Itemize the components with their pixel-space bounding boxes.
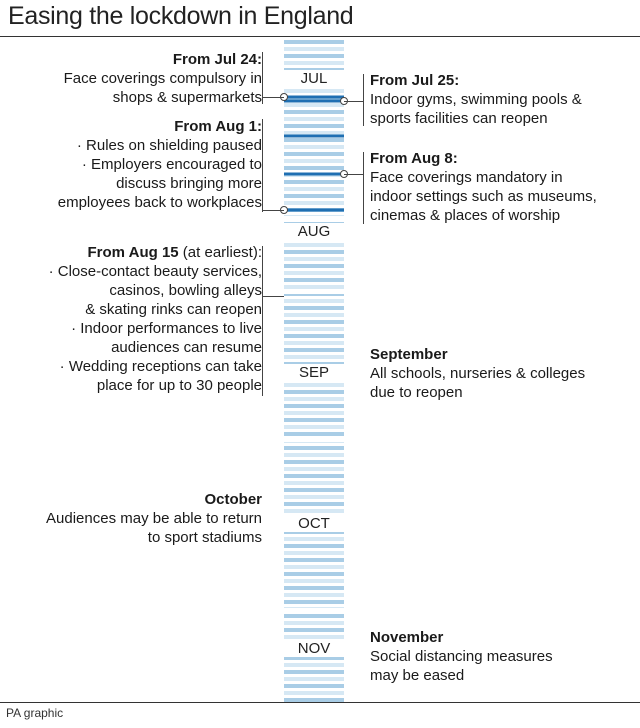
event-marker-line: [284, 173, 344, 176]
timeline-stripe: [284, 306, 344, 310]
timeline-stripe: [284, 40, 344, 44]
event-marker-line: [284, 96, 344, 99]
timeline-stripe: [284, 481, 344, 485]
timeline-stripe: [284, 691, 344, 695]
month-separator: [284, 438, 344, 442]
timeline-stripe: [284, 89, 344, 93]
event-aug1-line: · Employers encouraged to: [81, 156, 262, 173]
event-aug15-line: & skating rinks can reopen: [85, 301, 262, 318]
timeline-stripe: [284, 593, 344, 597]
event-aug1-line: · Rules on shielding paused: [76, 137, 262, 154]
month-label-jul: JUL: [284, 70, 344, 87]
timeline-stripe: [284, 166, 344, 170]
timeline-stripe: [284, 313, 344, 317]
timeline-stripe: [284, 684, 344, 688]
event-jul24: [64, 50, 262, 107]
month-label-oct: OCT: [284, 515, 344, 532]
event-marker-line: [284, 135, 344, 138]
timeline-stripe: [284, 299, 344, 303]
leader-jul25: [344, 101, 363, 102]
timeline-stripe: [284, 54, 344, 58]
timeline-stripe: [284, 264, 344, 268]
timeline-stripe: [284, 425, 344, 429]
event-aug8: [370, 149, 597, 225]
month-separator: [284, 608, 344, 612]
event-aug15-line: · Indoor performances to live: [71, 320, 262, 337]
timeline-stripe: [284, 404, 344, 408]
event-marker-line: [284, 209, 344, 212]
event-aug15-line: audiences can resume: [111, 339, 262, 356]
timeline-stripe: [284, 544, 344, 548]
timeline-stripe: [284, 453, 344, 457]
event-aug1: [58, 117, 262, 212]
event-aug8-line: Face coverings mandatory in: [370, 169, 563, 186]
timeline-stripe: [284, 628, 344, 632]
bracket-aug15: [262, 246, 263, 396]
timeline-stripe: [284, 411, 344, 415]
timeline-stripe: [284, 467, 344, 471]
leader-jul24: [262, 97, 284, 98]
timeline-stripe: [284, 187, 344, 191]
timeline-stripe: [284, 509, 344, 513]
footer-divider: [0, 702, 640, 703]
timeline-stripe: [284, 124, 344, 128]
timeline-stripe: [284, 355, 344, 359]
event-marker-line: [284, 100, 344, 103]
event-aug15-line: · Wedding receptions can take: [59, 358, 262, 375]
leader-aug15: [262, 296, 284, 297]
event-aug1-line: employees back to workplaces: [57, 194, 262, 211]
timeline-stripe: [284, 551, 344, 555]
bracket-aug8: [363, 152, 364, 224]
event-jul25-line: sports facilities can reopen: [370, 110, 548, 127]
timeline-stripe: [284, 586, 344, 590]
timeline-stripe: [284, 152, 344, 156]
timeline-stripe: [284, 271, 344, 275]
event-october-line: to sport stadiums: [147, 529, 262, 546]
timeline-stripe: [284, 677, 344, 681]
timeline-stripe: [284, 558, 344, 562]
timeline-stripe: [284, 250, 344, 254]
page-title: Easing the lockdown in England: [8, 2, 354, 30]
timeline-stripe: [284, 572, 344, 576]
timeline-stripe: [284, 502, 344, 506]
event-october: [46, 490, 262, 547]
timeline-stripe: [284, 117, 344, 121]
event-jul24-line: Face coverings compulsory in: [63, 70, 262, 87]
timeline-stripe: [284, 579, 344, 583]
event-november-line: Social distancing measures: [370, 648, 553, 665]
timeline-stripe: [284, 460, 344, 464]
timeline-stripe: [284, 390, 344, 394]
event-jul25: [370, 71, 582, 128]
bracket-jul25: [363, 74, 364, 126]
event-aug15-line: · Close-contact beauty services,: [48, 263, 262, 280]
timeline-stripe: [284, 61, 344, 65]
timeline-stripe: [284, 201, 344, 205]
leader-aug8: [344, 174, 363, 175]
timeline-stripe: [284, 418, 344, 422]
event-aug8-heading: From Aug 8:: [370, 150, 458, 167]
event-september: [370, 345, 585, 402]
event-aug8-line: cinemas & places of worship: [370, 207, 561, 224]
timeline-stripe: [284, 257, 344, 261]
timeline-stripe: [284, 446, 344, 450]
timeline-stripe: [284, 159, 344, 163]
event-october-heading: October: [204, 491, 262, 508]
timeline-stripe: [284, 432, 344, 436]
timeline-stripe: [284, 334, 344, 338]
month-separator: [284, 216, 344, 220]
event-jul25-line: Indoor gyms, swimming pools &: [370, 91, 582, 108]
timeline-stripe: [284, 537, 344, 541]
timeline-stripe: [284, 348, 344, 352]
timeline-stripe: [284, 474, 344, 478]
timeline-stripe: [284, 243, 344, 247]
month-label-nov: NOV: [284, 640, 344, 657]
timeline-stripe: [284, 614, 344, 618]
event-november-heading: November: [370, 629, 444, 646]
event-aug15: [49, 243, 262, 395]
event-jul24-line: shops & supermarkets: [112, 89, 262, 106]
timeline-stripe: [284, 565, 344, 569]
event-aug1-line: discuss bringing more: [116, 175, 262, 192]
timeline-stripe: [284, 327, 344, 331]
timeline-stripe: [284, 635, 344, 639]
timeline-stripe: [284, 285, 344, 289]
event-aug8-line: indoor settings such as museums,: [370, 188, 597, 205]
event-aug15-heading: From Aug 15: [87, 244, 179, 261]
timeline-stripe: [284, 103, 344, 107]
event-october-line: Audiences may be able to return: [46, 510, 262, 527]
timeline-stripe: [284, 145, 344, 149]
timeline-stripe: [284, 180, 344, 184]
event-september-line: All schools, nurseries & colleges: [370, 365, 586, 382]
month-separator: [284, 290, 344, 294]
event-jul25-heading: From Jul 25:: [370, 72, 460, 89]
timeline-stripe: [284, 670, 344, 674]
event-aug15-line: casinos, bowling alleys: [109, 282, 262, 299]
timeline-stripe: [284, 488, 344, 492]
timeline-stripe: [284, 663, 344, 667]
event-aug15-heading-suffix: (at earliest):: [178, 244, 262, 261]
timeline-stripe: [284, 131, 344, 135]
leader-aug1: [262, 210, 284, 211]
month-label-aug: AUG: [284, 223, 344, 240]
timeline-stripe: [284, 495, 344, 499]
timeline-stripe: [284, 397, 344, 401]
event-november: [370, 628, 553, 685]
event-aug15-line: place for up to 30 people: [96, 377, 262, 394]
timeline-stripe: [284, 621, 344, 625]
event-aug1-heading: From Aug 1:: [174, 118, 262, 135]
timeline-stripe: [284, 278, 344, 282]
footer-credit: PA graphic: [6, 706, 64, 720]
event-september-line: due to reopen: [370, 384, 463, 401]
timeline-stripe: [284, 194, 344, 198]
timeline-stripe: [284, 383, 344, 387]
timeline-stripe: [284, 600, 344, 604]
timeline-stripe: [284, 341, 344, 345]
event-jul24-heading: From Jul 24:: [172, 51, 262, 68]
timeline-stripe: [284, 138, 344, 142]
month-label-sep: SEP: [284, 364, 344, 381]
bracket-aug1: [262, 119, 263, 212]
event-september-heading: September: [370, 346, 448, 363]
event-november-line: may be eased: [370, 667, 465, 684]
timeline-stripe: [284, 47, 344, 51]
timeline-stripe: [284, 320, 344, 324]
timeline-stripe: [284, 110, 344, 114]
